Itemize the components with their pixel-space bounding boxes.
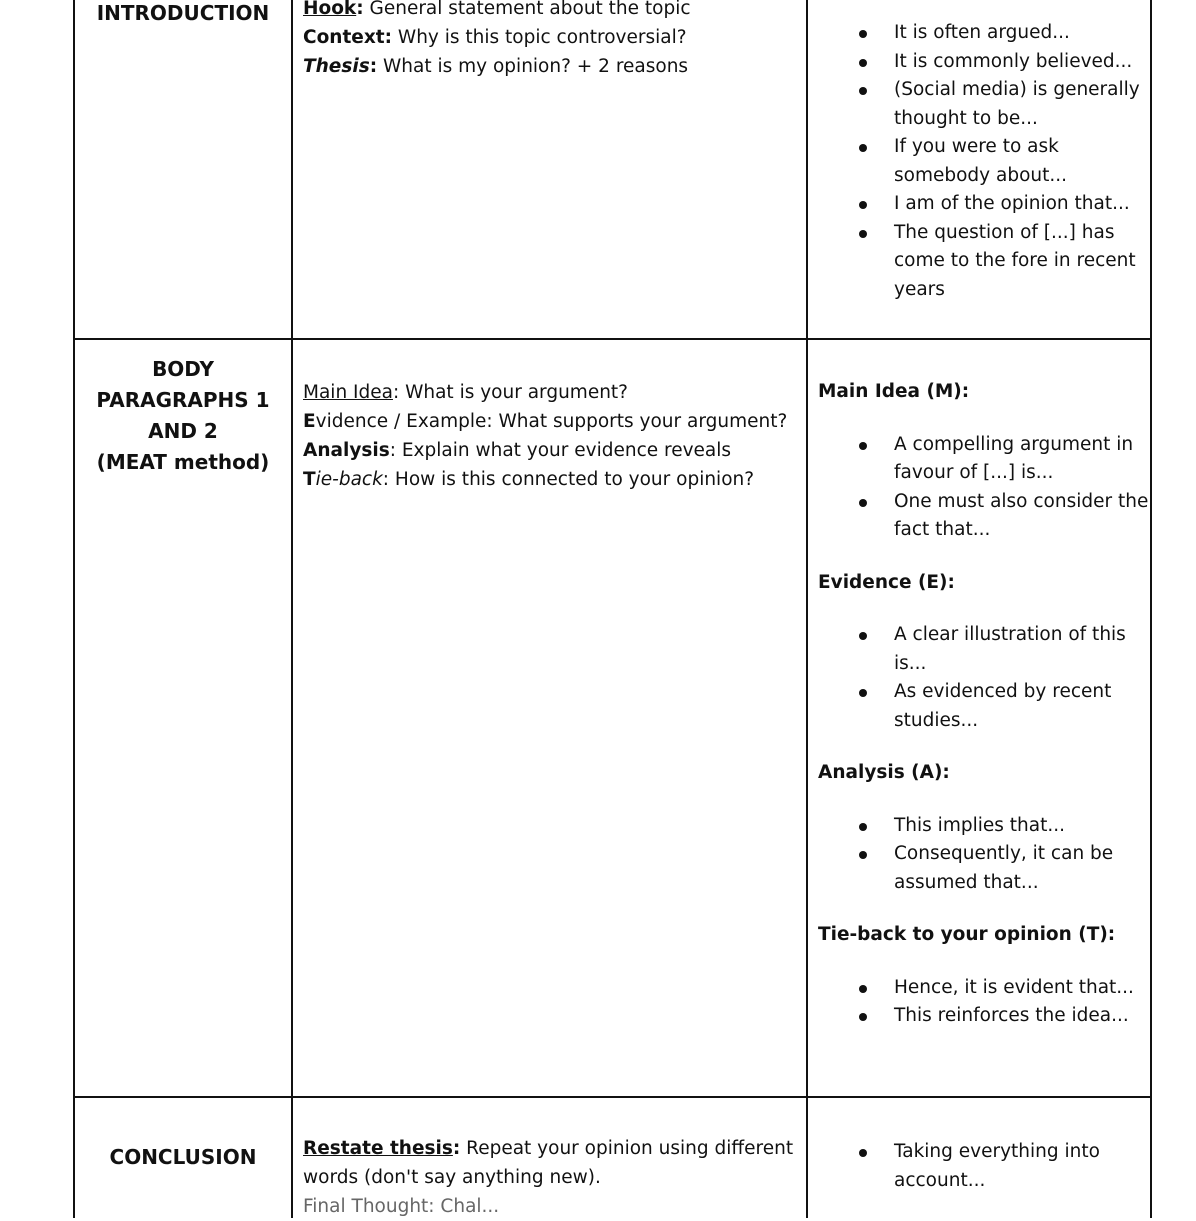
section-label-cell bbox=[75, 340, 293, 1096]
guide-thesis bbox=[303, 52, 806, 81]
list-item: This reinforces the idea... bbox=[894, 1002, 1150, 1031]
phrases-cell bbox=[808, 0, 1150, 338]
guide-analysis bbox=[303, 436, 806, 465]
phrases-cell bbox=[808, 340, 1150, 1096]
guide-term: Thesis bbox=[303, 56, 370, 77]
section-label-line: AND 2 bbox=[148, 419, 218, 443]
phrase-list bbox=[818, 431, 1150, 545]
table-row-introduction bbox=[75, 0, 1150, 340]
phrase-list bbox=[818, 812, 1150, 898]
list-item: As evidenced by recent studies... bbox=[894, 678, 1150, 735]
section-heading: Analysis (A): bbox=[818, 762, 950, 783]
list-item: I am of the opinion that... bbox=[894, 190, 1150, 219]
phrase-list bbox=[818, 19, 1150, 304]
list-item: Hence, it is evident that... bbox=[894, 974, 1150, 1003]
guide-initial: T bbox=[303, 469, 316, 490]
guide-sep: : bbox=[384, 27, 393, 48]
section-label: INTRODUCTION bbox=[96, 1, 270, 25]
list-item: Taking everything into account... bbox=[894, 1138, 1150, 1195]
guide-text: : What supports your argument? bbox=[486, 411, 788, 432]
guide-restate-thesis bbox=[303, 1134, 806, 1192]
list-item: Consequently, it can be assumed that... bbox=[894, 840, 1150, 897]
guide-initial: E bbox=[303, 411, 316, 432]
phrase-list bbox=[818, 1138, 1150, 1195]
section-label: CONCLUSION bbox=[109, 1145, 257, 1169]
guide-sep: : bbox=[356, 0, 364, 19]
list-item: It is often argued... bbox=[894, 19, 1150, 48]
guide-text: General statement about the topic bbox=[363, 0, 691, 19]
table-row-conclusion bbox=[75, 1098, 1150, 1218]
guide-cell bbox=[293, 0, 808, 338]
section-heading: Evidence (E): bbox=[818, 571, 955, 593]
section-label-line: PARAGRAPHS 1 bbox=[96, 388, 270, 412]
guide-term: Restate thesis bbox=[303, 1138, 453, 1159]
section-label-line: BODY bbox=[152, 357, 214, 381]
guide-tie-back bbox=[303, 465, 806, 494]
guide-cell bbox=[293, 340, 808, 1096]
phrase-list bbox=[818, 974, 1150, 1031]
essay-structure-table bbox=[73, 0, 1152, 1218]
list-item: (Social media) is generally thought to be... bbox=[894, 76, 1150, 133]
guide-cell bbox=[293, 1098, 808, 1218]
list-item: It is commonly believed... bbox=[894, 48, 1150, 77]
guide-sep: : bbox=[452, 1138, 461, 1159]
guide-evidence bbox=[303, 407, 806, 436]
list-item: The question of [...] has come to the fore in recent years bbox=[894, 219, 1150, 305]
guide-text: What is my opinion? + 2 reasons bbox=[377, 56, 689, 77]
list-item: If you were to ask somebody about... bbox=[894, 133, 1150, 190]
guide-term: Context bbox=[303, 27, 385, 48]
list-item: A compelling argument in favour of [...] is... bbox=[894, 431, 1150, 488]
guide-term: Analysis bbox=[303, 440, 390, 461]
section-heading: Main Idea (M): bbox=[818, 381, 970, 402]
list-item: A clear illustration of this is... bbox=[894, 621, 1150, 678]
section-label-line: (MEAT method) bbox=[96, 450, 270, 474]
guide-final-thought-cutoff: Final Thought: Chal... bbox=[303, 1196, 500, 1217]
section-label-cell bbox=[75, 0, 293, 338]
guide-term: vidence / Example bbox=[315, 411, 487, 432]
phrase-list bbox=[818, 621, 1150, 735]
guide-main-idea bbox=[303, 378, 806, 407]
guide-text: : What is your argument? bbox=[392, 382, 628, 403]
guide-term: ie-back bbox=[315, 469, 383, 490]
guide-term: Hook bbox=[303, 0, 357, 19]
guide-text: Why is this topic controversial? bbox=[392, 27, 687, 48]
guide-text: Repeat your opinion using different words (don't say anything new). bbox=[303, 1138, 794, 1188]
phrases-cell bbox=[808, 1098, 1150, 1218]
list-item: This implies that... bbox=[894, 812, 1150, 841]
table-row-body-paragraphs bbox=[75, 340, 1150, 1098]
guide-context bbox=[303, 23, 806, 52]
guide-hook bbox=[303, 0, 806, 23]
section-label-cell bbox=[75, 1098, 293, 1218]
guide-text: : Explain what your evidence reveals bbox=[389, 440, 732, 461]
guide-text: : How is this connected to your opinion? bbox=[382, 469, 755, 490]
guide-sep: : bbox=[369, 56, 378, 77]
guide-term: Main Idea bbox=[303, 382, 393, 403]
list-item: One must also consider the fact that... bbox=[894, 488, 1150, 545]
section-heading: Tie-back to your opinion (T): bbox=[818, 924, 1116, 945]
